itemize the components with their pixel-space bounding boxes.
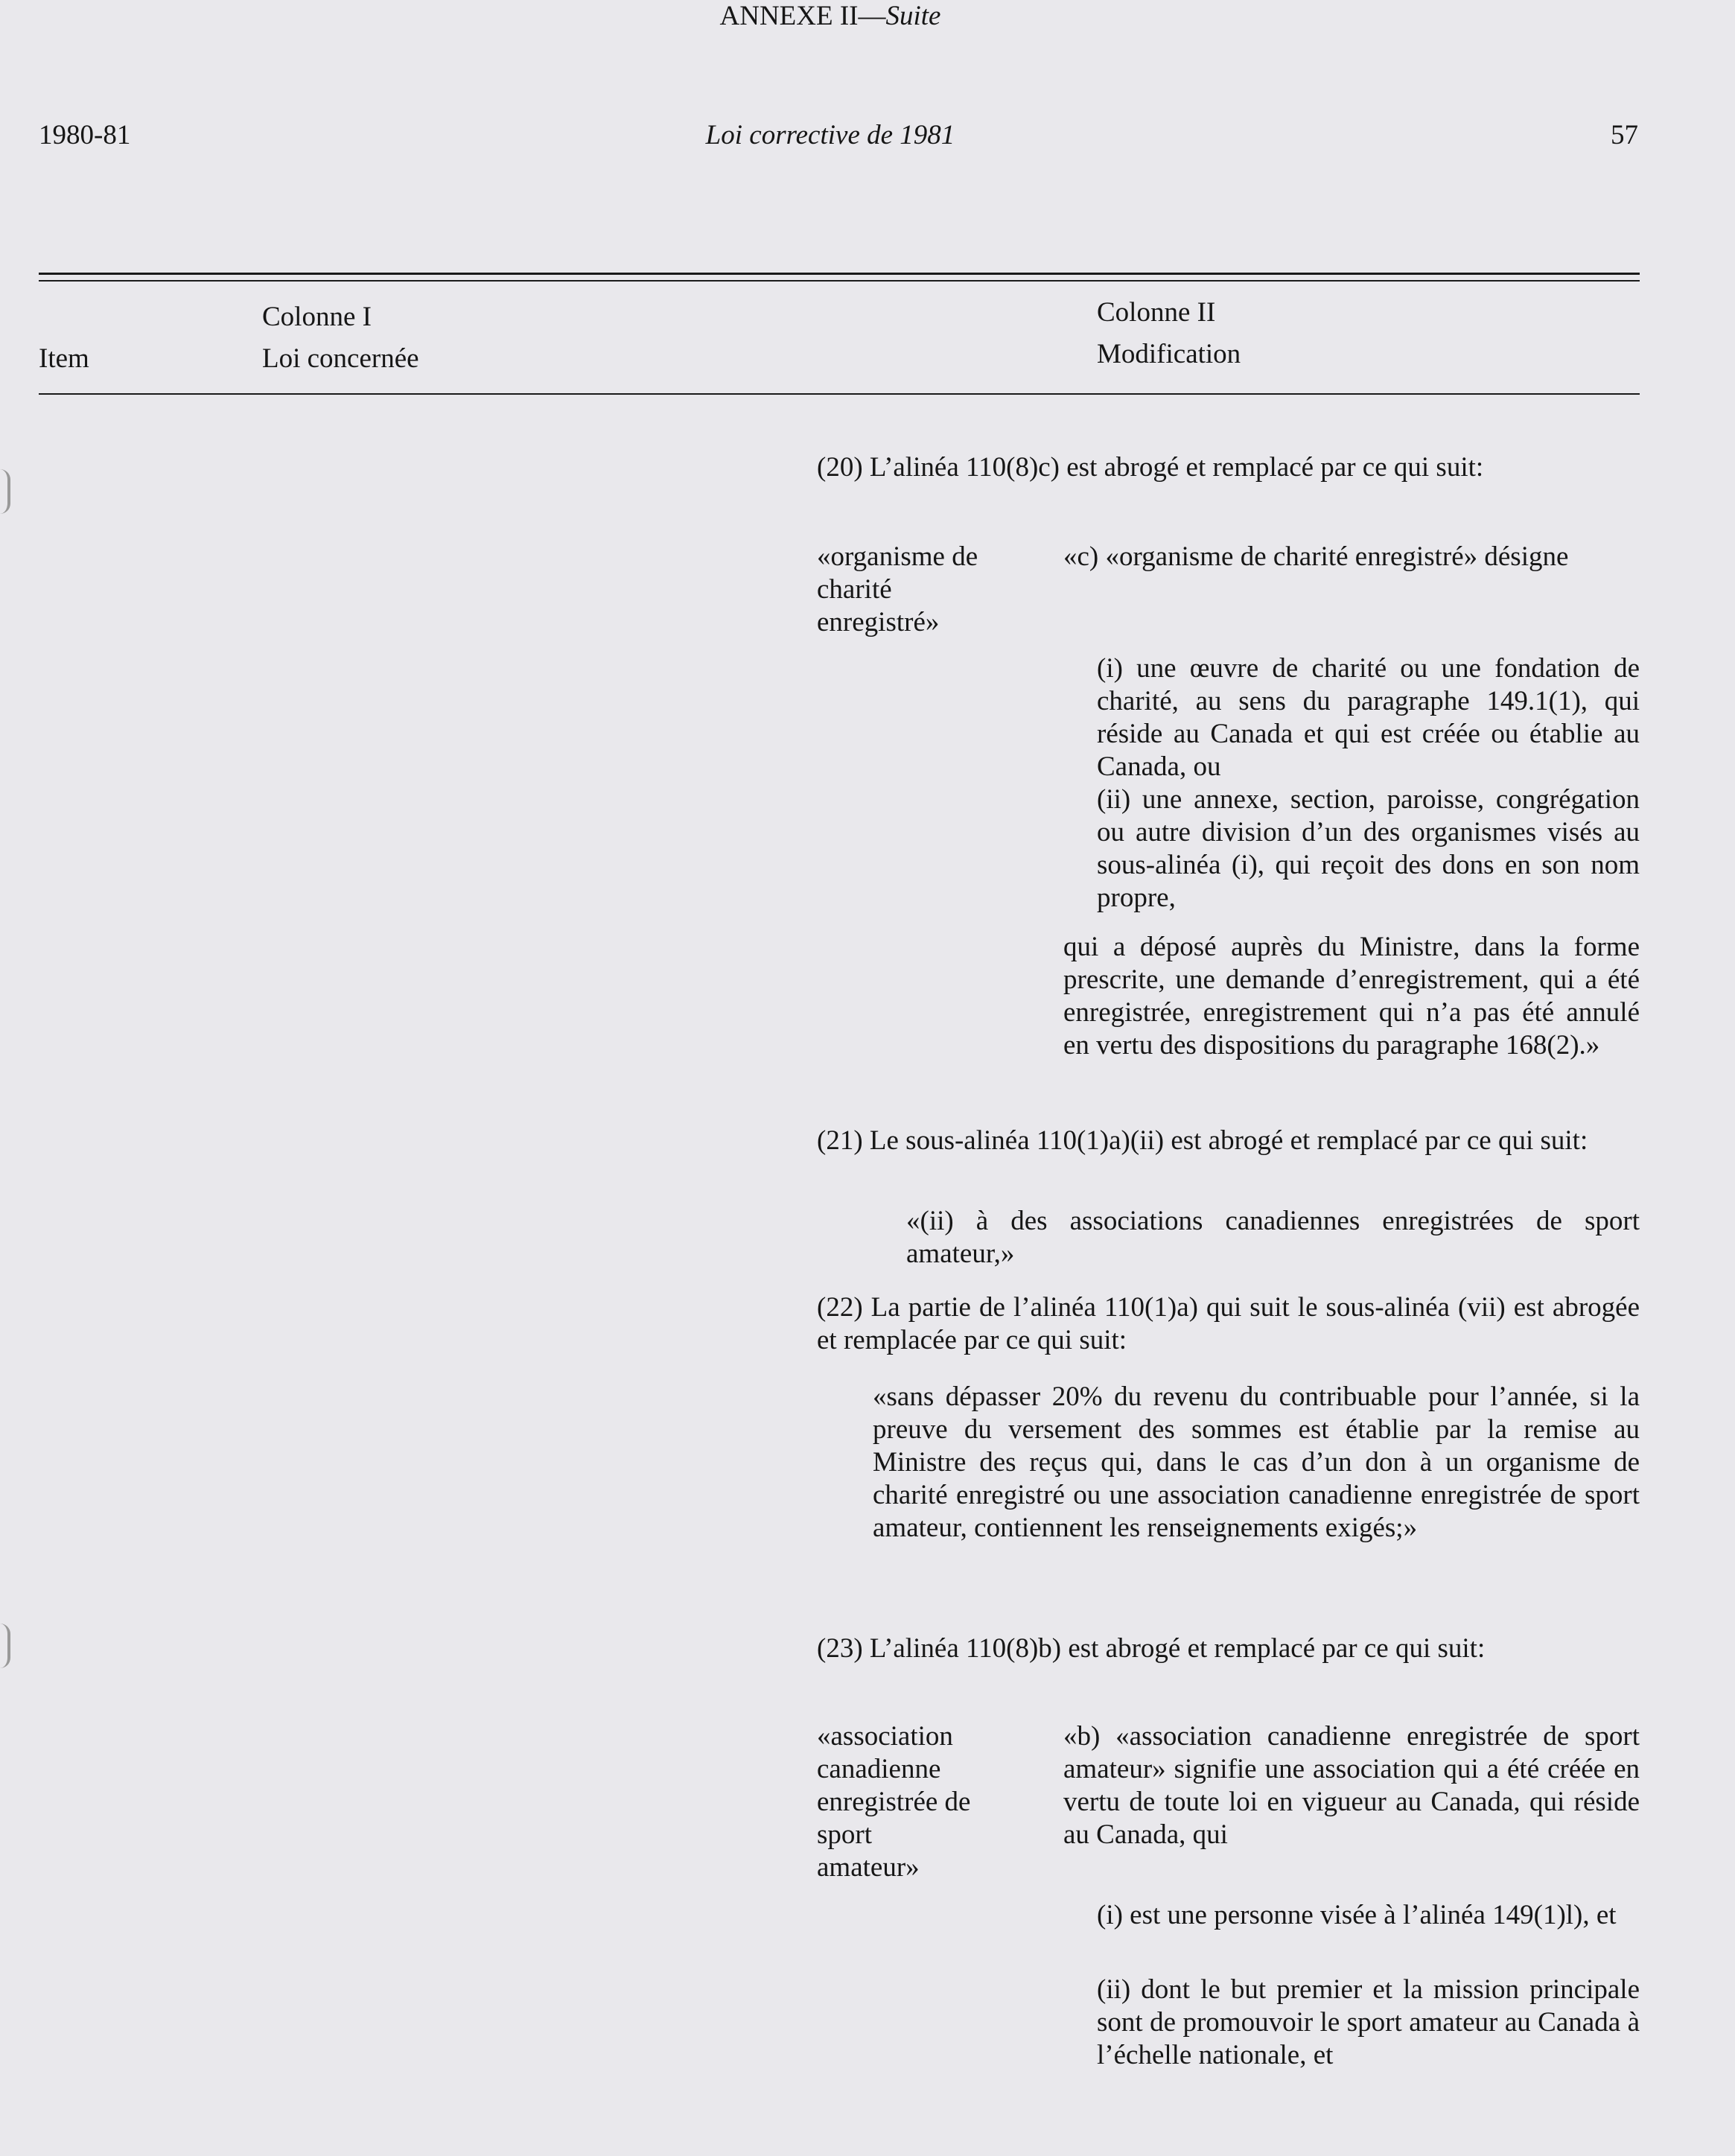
table-top-rule	[39, 273, 1640, 275]
header-title: Loi corrective de 1981	[705, 120, 955, 150]
definition-association-ii: (ii) dont le but premier et la mission principale sont de promouvoir le sport amateur au Canada à l’échelle nationale, et	[1097, 1974, 1640, 2070]
annexe-heading: ANNEXE II—Suite	[719, 1, 941, 31]
binder-hole-mark	[0, 1624, 10, 1668]
table-top-rule	[39, 280, 1640, 282]
definition-association: «b) «association canadienne enregistrée de sport amateur» signifie une association qui a été créée en vertu de toute loi en vigueur au Canada, qui réside au Canada, qui	[1063, 1721, 1640, 1850]
page-number: 57	[1611, 120, 1638, 150]
column-header-item: Item	[39, 343, 89, 374]
amendment-21-intro: (21) Le sous-alinéa 110(1)a)(ii) est abrogé et remplacé par ce qui suit:	[817, 1125, 1588, 1156]
table-header-rule	[39, 393, 1640, 395]
amendment-22-intro: (22) La partie de l’alinéa 110(1)a) qui suit le sous-alinéa (vii) est abrogée et remplacée par ce qui suit:	[817, 1292, 1640, 1355]
marginal-note-association: «association canadienne enregistrée de sport amateur»	[817, 1721, 971, 1883]
definition-organisme-ii: (ii) une annexe, section, paroisse, congrégation ou autre division d’un des organismes visés au sous-alinéa (i), qui reçoit des dons en son nom propre,	[1097, 784, 1640, 913]
marginal-note-organisme: «organisme de charité enregistré»	[817, 541, 978, 637]
binder-hole-mark	[0, 469, 10, 514]
column-header-col1: Colonne I Loi concernée	[262, 302, 419, 374]
definition-organisme: «c) «organisme de charité enregistré» désigne	[1063, 541, 1569, 572]
amendment-20-intro: (20) L’alinéa 110(8)c) est abrogé et remplacé par ce qui suit:	[817, 452, 1484, 483]
amendment-22-quote: «sans dépasser 20% du revenu du contribuable pour l’année, si la preuve du versement des sommes est établie par la remise au Ministre des reçus qui, dans le cas d’un don à un organisme de charité enregistré ou une association canadienne enregistrée de sport amateur, contiennent les renseignements exigés;»	[873, 1381, 1640, 1543]
definition-organisme-tail: qui a déposé auprès du Ministre, dans la forme prescrite, une demande d’enregistrement, qui a été enregistrée, enregistrement qui n’a pas été annulé en vertu des dispositions du paragraphe 168(2).»	[1063, 932, 1640, 1060]
amendment-23-intro: (23) L’alinéa 110(8)b) est abrogé et remplacé par ce qui suit:	[817, 1633, 1486, 1664]
definition-organisme-i: (i) une œuvre de charité ou une fondation de charité, au sens du paragraphe 149.1(1), qui réside au Canada et qui est créée ou établie au Canada, ou	[1097, 653, 1640, 782]
column-header-col2: Colonne II Modification	[1097, 297, 1241, 369]
amendment-21-quote: «(ii) à des associations canadiennes enregistrées de sport amateur,»	[906, 1206, 1640, 1269]
definition-association-i: (i) est une personne visée à l’alinéa 149(1)l), et	[1097, 1900, 1617, 1930]
header-year: 1980-81	[39, 120, 131, 150]
